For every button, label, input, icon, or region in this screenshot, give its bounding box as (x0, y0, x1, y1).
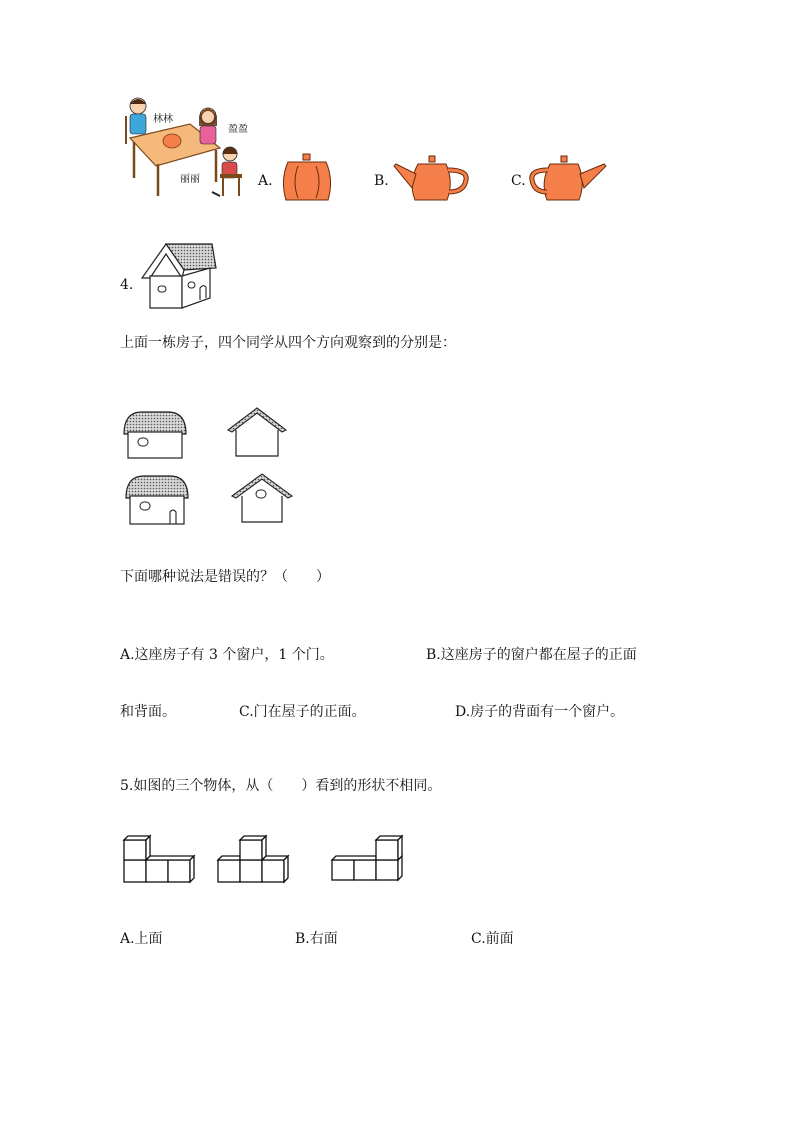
house-3d-svg (138, 240, 220, 310)
cube-object-1-svg (122, 832, 196, 884)
house-view-front-svg (120, 408, 190, 460)
q5-option-a: A.上面 (120, 931, 163, 947)
house-view-back (122, 472, 192, 526)
q4-description: 上面一栋房子，四个同学从四个方向观察到的分别是： (120, 335, 456, 351)
teapot-side-view-c (528, 156, 608, 202)
house-view-side-svg (226, 406, 288, 460)
cube-object-2-svg (216, 832, 290, 884)
teapot-side-view-b (392, 156, 470, 202)
q5-option-c: C.前面 (471, 931, 514, 947)
q3-option-b-label: B. (374, 173, 389, 189)
q4-option-b-part1: B.这座房子的窗户都在屋子的正面 (426, 647, 637, 663)
q4-option-d: D.房子的背面有一个窗户。 (455, 704, 625, 720)
q4-question: 下面哪种说法是错误的？（ ） (120, 569, 330, 585)
label-yingying: 盈盈 (228, 124, 248, 135)
house-3d-illustration (138, 240, 220, 310)
teapot-c-svg (528, 156, 608, 202)
teapot-b-svg (392, 156, 470, 202)
q3-option-a-label: A. (258, 173, 273, 189)
house-view-side-window-svg (230, 472, 294, 524)
cube-object-2 (216, 832, 290, 884)
q3-option-c-label: C. (511, 173, 526, 189)
label-lili: 丽丽 (180, 174, 200, 185)
q4-option-c: C.门在屋子的正面。 (239, 704, 366, 720)
q4-option-a: A.这座房子有 3 个窗户，1 个门。 (120, 647, 334, 663)
cube-object-1 (122, 832, 196, 884)
house-view-back-svg (122, 472, 192, 526)
label-linlin: 林林 (153, 114, 173, 125)
teapot-front-svg (276, 154, 338, 202)
cube-object-3-svg (330, 830, 408, 884)
q5-question: 5.如图的三个物体，从（ ）看到的形状不相同。 (120, 778, 442, 794)
q5-option-b: B.右面 (295, 931, 338, 947)
q4-option-b-part2: 和背面。 (120, 704, 176, 720)
q4-number: 4. (120, 277, 134, 293)
house-view-side-window (230, 472, 294, 524)
house-view-side-gable (226, 406, 288, 460)
cube-object-3 (330, 830, 408, 884)
house-view-front (120, 408, 190, 460)
teapot-front-view (276, 154, 338, 202)
